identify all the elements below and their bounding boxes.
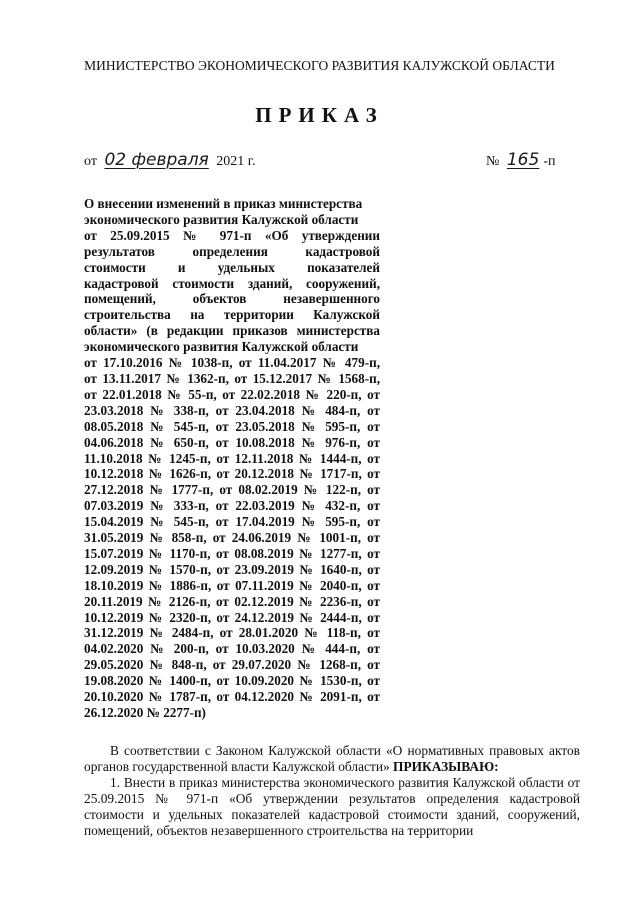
subject-line: 23.03.2018 № 338-п, от 23.04.2018 № 484-п, от [84, 402, 380, 418]
subject-line: 11.10.2018 № 1245-п, от 12.11.2018 № 1444-п, от [84, 450, 380, 466]
subject-line: 31.05.2019 № 858-п, от 24.06.2019 № 1001-п, от [84, 530, 380, 546]
subject-line: 29.05.2020 № 848-п, от 29.07.2020 № 1268-п, от [84, 657, 380, 673]
subject-line: 31.12.2019 № 2484-п, от 28.01.2020 № 118-п, от [84, 625, 380, 641]
subject-line: 18.10.2019 № 1886-п, от 07.11.2019 № 2040-п, от [84, 577, 380, 593]
subject-line: от 17.10.2016 № 1038-п, от 11.04.2017 № 479-п, [84, 355, 380, 371]
subject-line: 15.04.2019 № 545-п, от 17.04.2019 № 595-п, от [84, 514, 380, 530]
subject-line: от 25.09.2015 № 971-п «Об утверждении [84, 227, 380, 243]
subject-line: 10.12.2018 № 1626-п, от 20.12.2018 № 1717-п, от [84, 466, 380, 482]
subject-line: стоимости и удельных показателей [84, 259, 380, 275]
subject-line: 04.02.2020 № 200-п, от 10.03.2020 № 444-п, от [84, 641, 380, 657]
date-year: 2021 г. [216, 154, 256, 169]
handwritten-number: 165 [506, 150, 540, 170]
subject-line: кадастровой стоимости зданий, сооружений, [84, 275, 380, 291]
subject-line: 27.12.2018 № 1777-п, от 08.02.2019 № 122-п, от [84, 482, 380, 498]
preamble-text: В соответствии с Законом Калужской области «О нормативных правовых актов органов государственной власти Калужской области» [84, 743, 580, 774]
handwritten-date: 02 февраля [104, 150, 209, 170]
order-verb: ПРИКАЗЫВАЮ: [393, 758, 499, 774]
order-subject [84, 196, 380, 721]
preamble-paragraph [84, 743, 580, 775]
subject-line: 04.06.2018 № 650-п, от 10.08.2018 № 976-п, от [84, 434, 380, 450]
subject-line: 08.05.2018 № 545-п, от 23.05.2018 № 595-п, от [84, 418, 380, 434]
order-number [486, 150, 555, 170]
subject-line: О внесении изменений в приказ министерства [84, 196, 363, 211]
ministry-name: МИНИСТЕРСТВО ЭКОНОМИЧЕСКОГО РАЗВИТИЯ КАЛУЖСКОЙ ОБЛАСТИ [84, 58, 555, 73]
number-prefix: № [486, 154, 500, 169]
subject-line: 12.09.2019 № 1570-п, от 23.09.2019 № 1640-п, от [84, 561, 380, 577]
subject-line: экономического развития Калужской области [84, 211, 359, 227]
subject-line: 19.08.2020 № 1400-п, от 10.09.2020 № 1530-п, от [84, 673, 380, 689]
subject-line: 20.10.2020 № 1787-п, от 04.12.2020 № 2091-п, от [84, 689, 380, 705]
subject-line: строительства на территории Калужской [84, 307, 380, 323]
subject-line: 07.03.2019 № 333-п, от 22.03.2019 № 432-п, от [84, 498, 380, 514]
subject-line: 15.07.2019 № 1170-п, от 08.08.2019 № 1277-п, от [84, 545, 380, 561]
subject-line: 26.12.2020 № 2277-п) [84, 705, 206, 720]
subject-line: экономического развития Калужской области [84, 339, 359, 355]
clause-1-paragraph [84, 775, 580, 839]
document-title: ПРИКАЗ [255, 103, 384, 127]
subject-line: 10.12.2019 № 2320-п, от 24.12.2019 № 2444-п, от [84, 609, 380, 625]
subject-line: помещений, объектов незавершенного [84, 291, 380, 307]
date-prefix: от [84, 154, 97, 169]
number-suffix: -п [543, 154, 556, 169]
subject-line: результатов определения кадастровой [84, 243, 380, 259]
subject-line: 20.11.2019 № 2126-п, от 02.12.2019 № 2236-п, от [84, 593, 380, 609]
subject-line: от 13.11.2017 № 1362-п, от 15.12.2017 № 1568-п, [84, 370, 380, 386]
subject-line: области» (в редакции приказов министерства [84, 323, 380, 339]
date-line [84, 150, 255, 170]
clause-1-text: 1. Внести в приказ министерства экономического развития Калужской области от 25.09.2015 № 971-п «Об утверждении результатов определения кадастровой стоимости и удельных показателей кадастровой стоимости зданий, сооружений, помещений, объектов незавершенного строительства на территории [84, 775, 580, 838]
subject-line: от 22.01.2018 № 55-п, от 22.02.2018 № 220-п, от [84, 386, 380, 402]
